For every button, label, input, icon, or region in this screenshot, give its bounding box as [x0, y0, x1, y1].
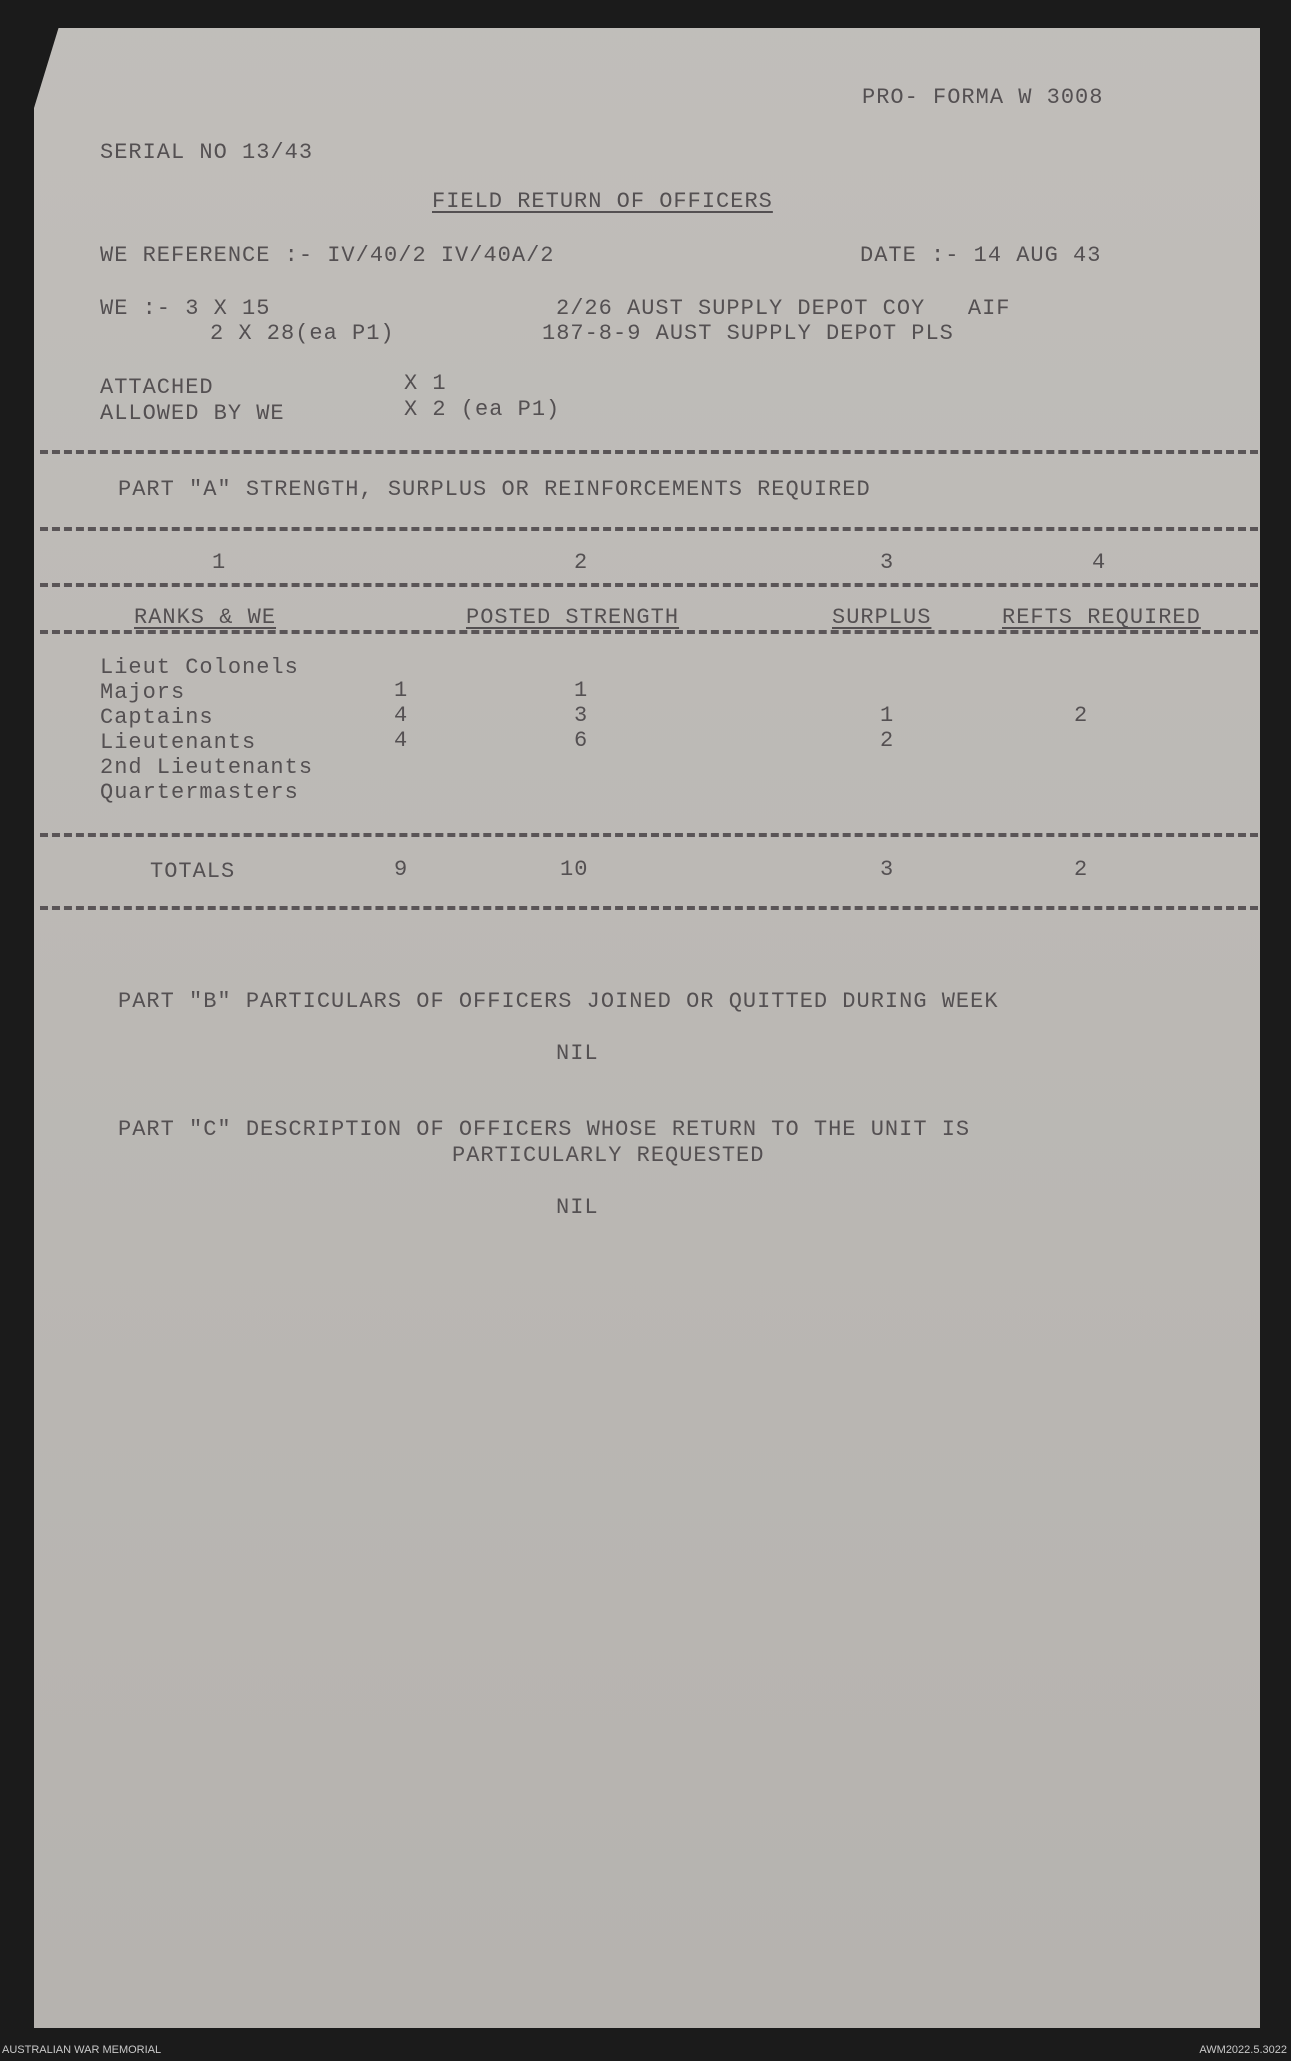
column-header-ranks: RANKS & WE — [134, 605, 277, 630]
we-reference: WE REFERENCE :- IV/40/2 IV/40A/2 — [100, 243, 555, 268]
table-row-we: 4 — [394, 728, 409, 753]
we-line-1: WE :- 3 X 15 — [100, 296, 271, 321]
attached-value: X 1 — [404, 371, 447, 396]
column-header-surplus: SURPLUS — [832, 605, 932, 630]
part-a-heading: PART "A" STRENGTH, SURPLUS OR REINFORCEMENTS REQUIRED — [118, 477, 871, 502]
table-row-rank: Lieut Colonels — [100, 655, 299, 680]
document-title: FIELD RETURN OF OFFICERS — [432, 189, 773, 214]
part-c-heading-line-1: PART "C" DESCRIPTION OF OFFICERS WHOSE RETURN TO THE UNIT IS — [118, 1117, 971, 1142]
separator — [40, 906, 1258, 910]
allowed-label: ALLOWED BY WE — [100, 401, 285, 426]
table-row-posted: 1 — [574, 678, 589, 703]
totals-label: TOTALS — [150, 859, 236, 884]
we-line-2: 2 X 28(ea P1) — [210, 321, 395, 346]
column-header-refts: REFTS REQUIRED — [1002, 605, 1201, 630]
totals-refts: 2 — [1074, 857, 1089, 882]
part-b-heading: PART "B" PARTICULARS OF OFFICERS JOINED OR QUITTED DURING WEEK — [118, 989, 999, 1014]
column-number-2: 2 — [574, 550, 589, 575]
table-row-rank: Captains — [100, 705, 214, 730]
table-row-rank: Majors — [100, 680, 186, 705]
table-row-rank: 2nd Lieutenants — [100, 755, 314, 780]
table-row-we: 1 — [394, 678, 409, 703]
separator — [40, 527, 1258, 531]
separator — [40, 833, 1258, 837]
table-row-surplus: 1 — [880, 703, 895, 728]
table-row-refts: 2 — [1074, 703, 1089, 728]
unit-line-2: 187-8-9 AUST SUPPLY DEPOT PLS — [542, 321, 954, 346]
part-c-value: NIL — [556, 1195, 599, 1220]
totals-we: 9 — [394, 857, 409, 882]
column-header-posted: POSTED STRENGTH — [466, 605, 680, 630]
column-number-4: 4 — [1092, 550, 1107, 575]
table-row-surplus: 2 — [880, 728, 895, 753]
footer-source: AUSTRALIAN WAR MEMORIAL — [2, 2044, 162, 2056]
table-row-posted: 6 — [574, 728, 589, 753]
footer-accession: AWM2022.5.3022 — [1199, 2044, 1287, 2056]
totals-surplus: 3 — [880, 857, 895, 882]
allowed-value: X 2 (ea P1) — [404, 397, 561, 422]
separator — [40, 630, 1258, 634]
table-row-we: 4 — [394, 703, 409, 728]
attached-label: ATTACHED — [100, 375, 214, 400]
column-number-3: 3 — [880, 550, 895, 575]
separator — [40, 450, 1258, 454]
totals-posted: 10 — [560, 857, 589, 882]
serial-number: SERIAL NO 13/43 — [100, 140, 314, 165]
pro-forma-label: PRO- FORMA W 3008 — [862, 85, 1104, 110]
table-row-rank: Quartermasters — [100, 780, 299, 805]
table-row-rank: Lieutenants — [100, 730, 257, 755]
part-c-heading-line-2: PARTICULARLY REQUESTED — [452, 1143, 765, 1168]
return-date: DATE :- 14 AUG 43 — [860, 243, 1102, 268]
table-row-posted: 3 — [574, 703, 589, 728]
part-b-value: NIL — [556, 1041, 599, 1066]
unit-line-1: 2/26 AUST SUPPLY DEPOT COY AIF — [556, 296, 1011, 321]
column-number-1: 1 — [212, 550, 227, 575]
separator — [40, 583, 1258, 587]
